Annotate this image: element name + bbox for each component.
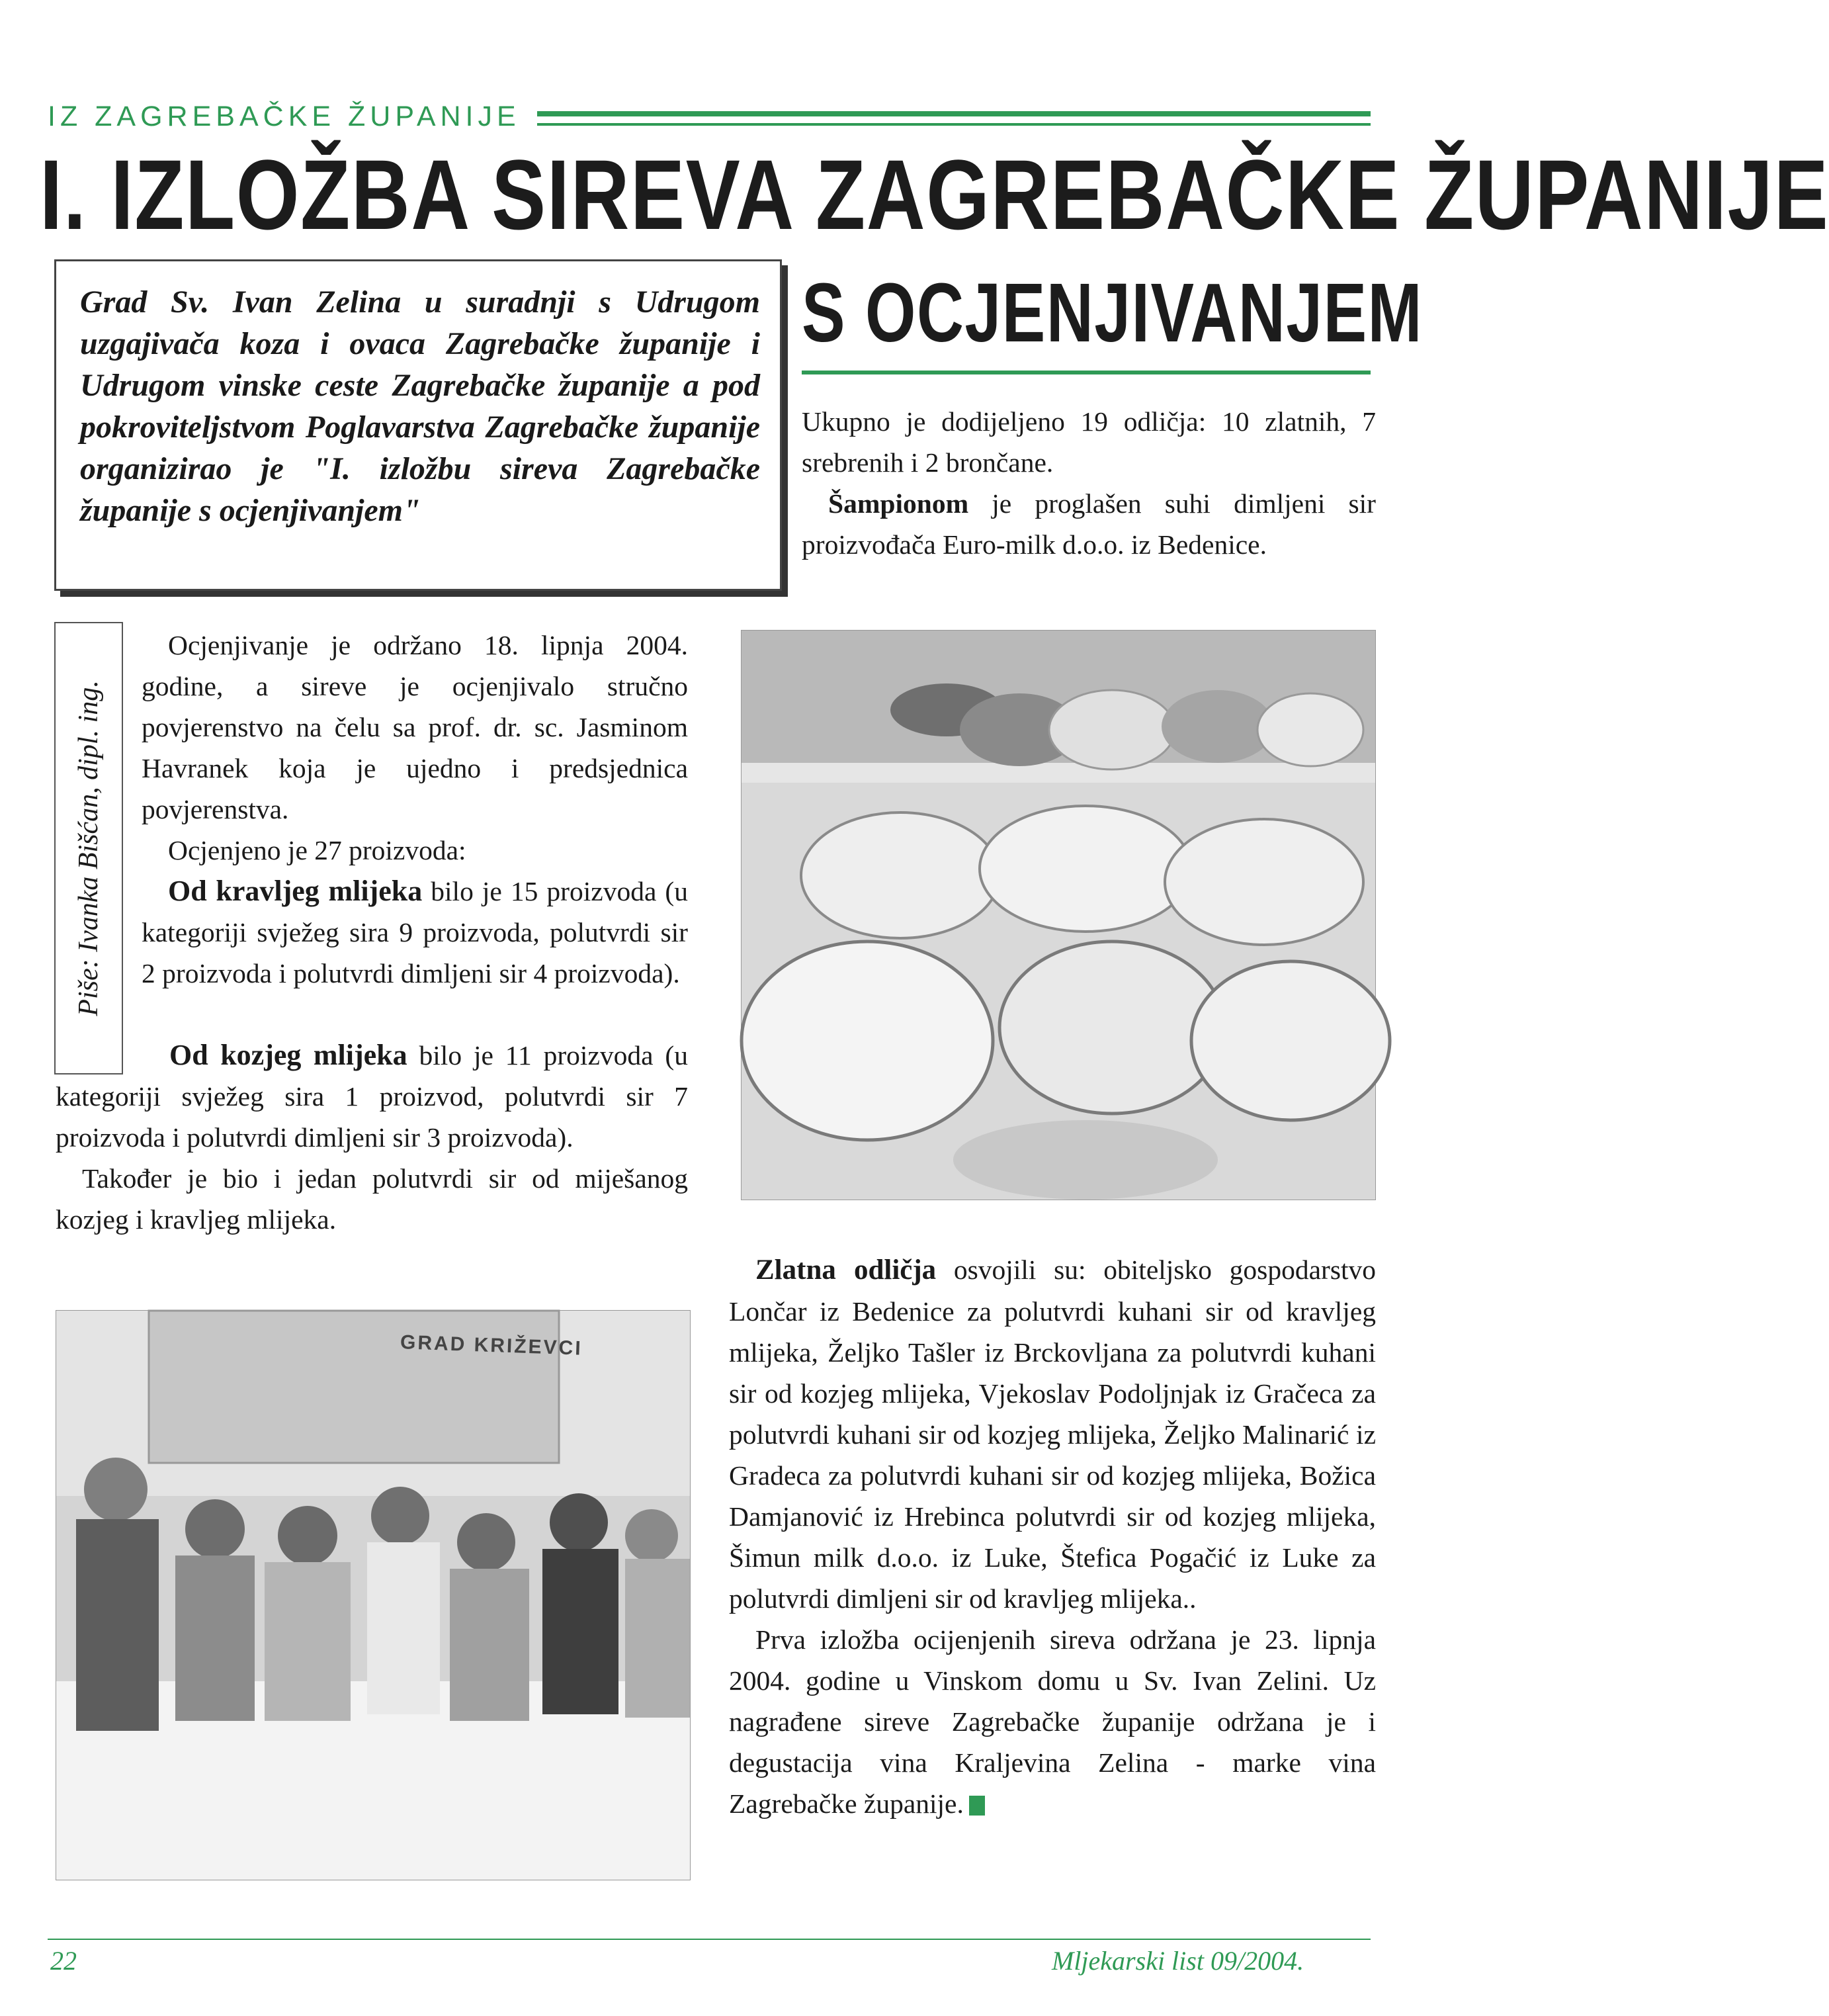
right-column-lower xyxy=(729,1249,1376,1824)
goat-label: Od kozjeg mlijeka xyxy=(169,1039,407,1071)
cow-text: bilo je 15 proizvoda (u kategoriji svježeg sira 9 proizvoda, polutvrdi sir 2 proizvoda i polutvrdi dimljeni sir 4 proizvoda). xyxy=(142,876,688,988)
paragraph-final xyxy=(729,1619,1376,1824)
author-byline: Piše: Ivanka Bišćan, dipl. ing. xyxy=(73,680,104,1016)
page-number: 22 xyxy=(50,1946,77,1976)
intro-box xyxy=(54,259,782,591)
goat-text: bilo je 11 proizvoda (u kategoriji svježeg sira 1 proizvod, polutvrdi sir 7 proizvoda i polutvrdi dimljeni sir 3 proizvoda). xyxy=(56,1040,688,1153)
group-photo xyxy=(56,1310,691,1880)
cow-label: Od kravljeg mlijeka xyxy=(168,875,423,907)
intro-text: Grad Sv. Ivan Zelina u suradnji s Udrugom uzgajivača koza i ovaca Zagrebačke županije i Udrugom vinske ceste Zagrebačke županije a pod pokroviteljstvom Poglavarstva Zagrebačke županije organizirao je "I. izložbu sireva Zagrebačke županije s ocjenjivanjem" xyxy=(80,285,760,528)
footer-rule xyxy=(48,1939,1371,1940)
paragraph-goat xyxy=(56,1035,688,1158)
paragraph-mixed: Također je bio i jedan polutvrdi sir od miješanog kozjeg i kravljeg mlijeka. xyxy=(56,1163,688,1235)
awards-summary xyxy=(802,401,1376,565)
left-column-lower xyxy=(56,1035,688,1240)
champion-label: Šampionom xyxy=(828,488,969,519)
paragraph-gold xyxy=(729,1249,1376,1619)
publication-name: Mljekarski list 09/2004. xyxy=(1052,1946,1304,1976)
header-rule-lower xyxy=(537,123,1371,126)
headline-line-1: I. IZLOŽBA SIREVA ZAGREBAČKE ŽUPANIJE xyxy=(40,139,1829,250)
paragraph-cow xyxy=(142,871,688,994)
champion-paragraph xyxy=(802,483,1376,565)
photo-sign: GRAD KRIŽEVCI xyxy=(400,1331,583,1360)
cheese-photo-image xyxy=(742,631,1375,1200)
awards-summary-text: Ukupno je dodijeljeno 19 odličja: 10 zlatnih, 7 srebrenih i 2 brončane. xyxy=(802,406,1376,478)
paragraph-date: Ocjenjivanje je održano 18. lipnja 2004. godine, a sireve je ocjenjivalo stručno povjerenstvo na čelu sa prof. dr. sc. Jasminom Havranek koja je ujedno i predsjednica povjerenstva. xyxy=(142,630,688,824)
header-rule xyxy=(537,111,1371,116)
gold-text: osvojili su: obiteljsko gospodarstvo Lončar iz Bedenice za polutvrdi kuhani sir od kravljeg mlijeka, Željko Tašler iz Brckovljana za polutvrdi kuhani sir od kozjeg mlijeka, Vjekoslav Podoljnjak iz Gračeca za polutvrdi kuhani sir od kozjeg mlijeka, Željko Malinarić iz Gradeca za polutvrdi kuhani sir od kozjeg mlijeka, Božica Damjanović iz Hrebinca polutvrdi sir od kozjeg mlijeka, Šimun milk d.o.o. iz Luke, Štefica Pogačić iz Luke za polutvrdi dimljeni sir od kravljeg mlijeka.. xyxy=(729,1254,1376,1614)
final-text: Prva izložba ocijenjenih sireva održana je 23. lipnja 2004. godine u Vinskom domu u Sv. Ivan Zelini. Uz nagrađene sireve Zagrebačke županije održana je i degustacija vina Kraljevina Zelina - marke vina Zagrebačke županije. xyxy=(729,1624,1376,1819)
champion-text: je proglašen suhi dimljeni sir proizvođača Euro-milk d.o.o. iz Bedenice. xyxy=(802,488,1376,560)
headline-rule xyxy=(802,371,1371,374)
group-photo-image xyxy=(56,1311,690,1880)
gold-label: Zlatna odličja xyxy=(755,1254,937,1286)
paragraph-count: Ocjenjeno je 27 proizvoda: xyxy=(168,835,466,865)
left-column-upper xyxy=(142,625,688,994)
headline-line-2: S OCJENJIVANJEM xyxy=(802,266,1424,359)
author-box xyxy=(54,622,123,1074)
section-label: IZ ZAGREBAČKE ŽUPANIJE xyxy=(48,101,521,132)
end-of-article-mark xyxy=(969,1796,985,1816)
cheese-photo xyxy=(741,630,1376,1200)
